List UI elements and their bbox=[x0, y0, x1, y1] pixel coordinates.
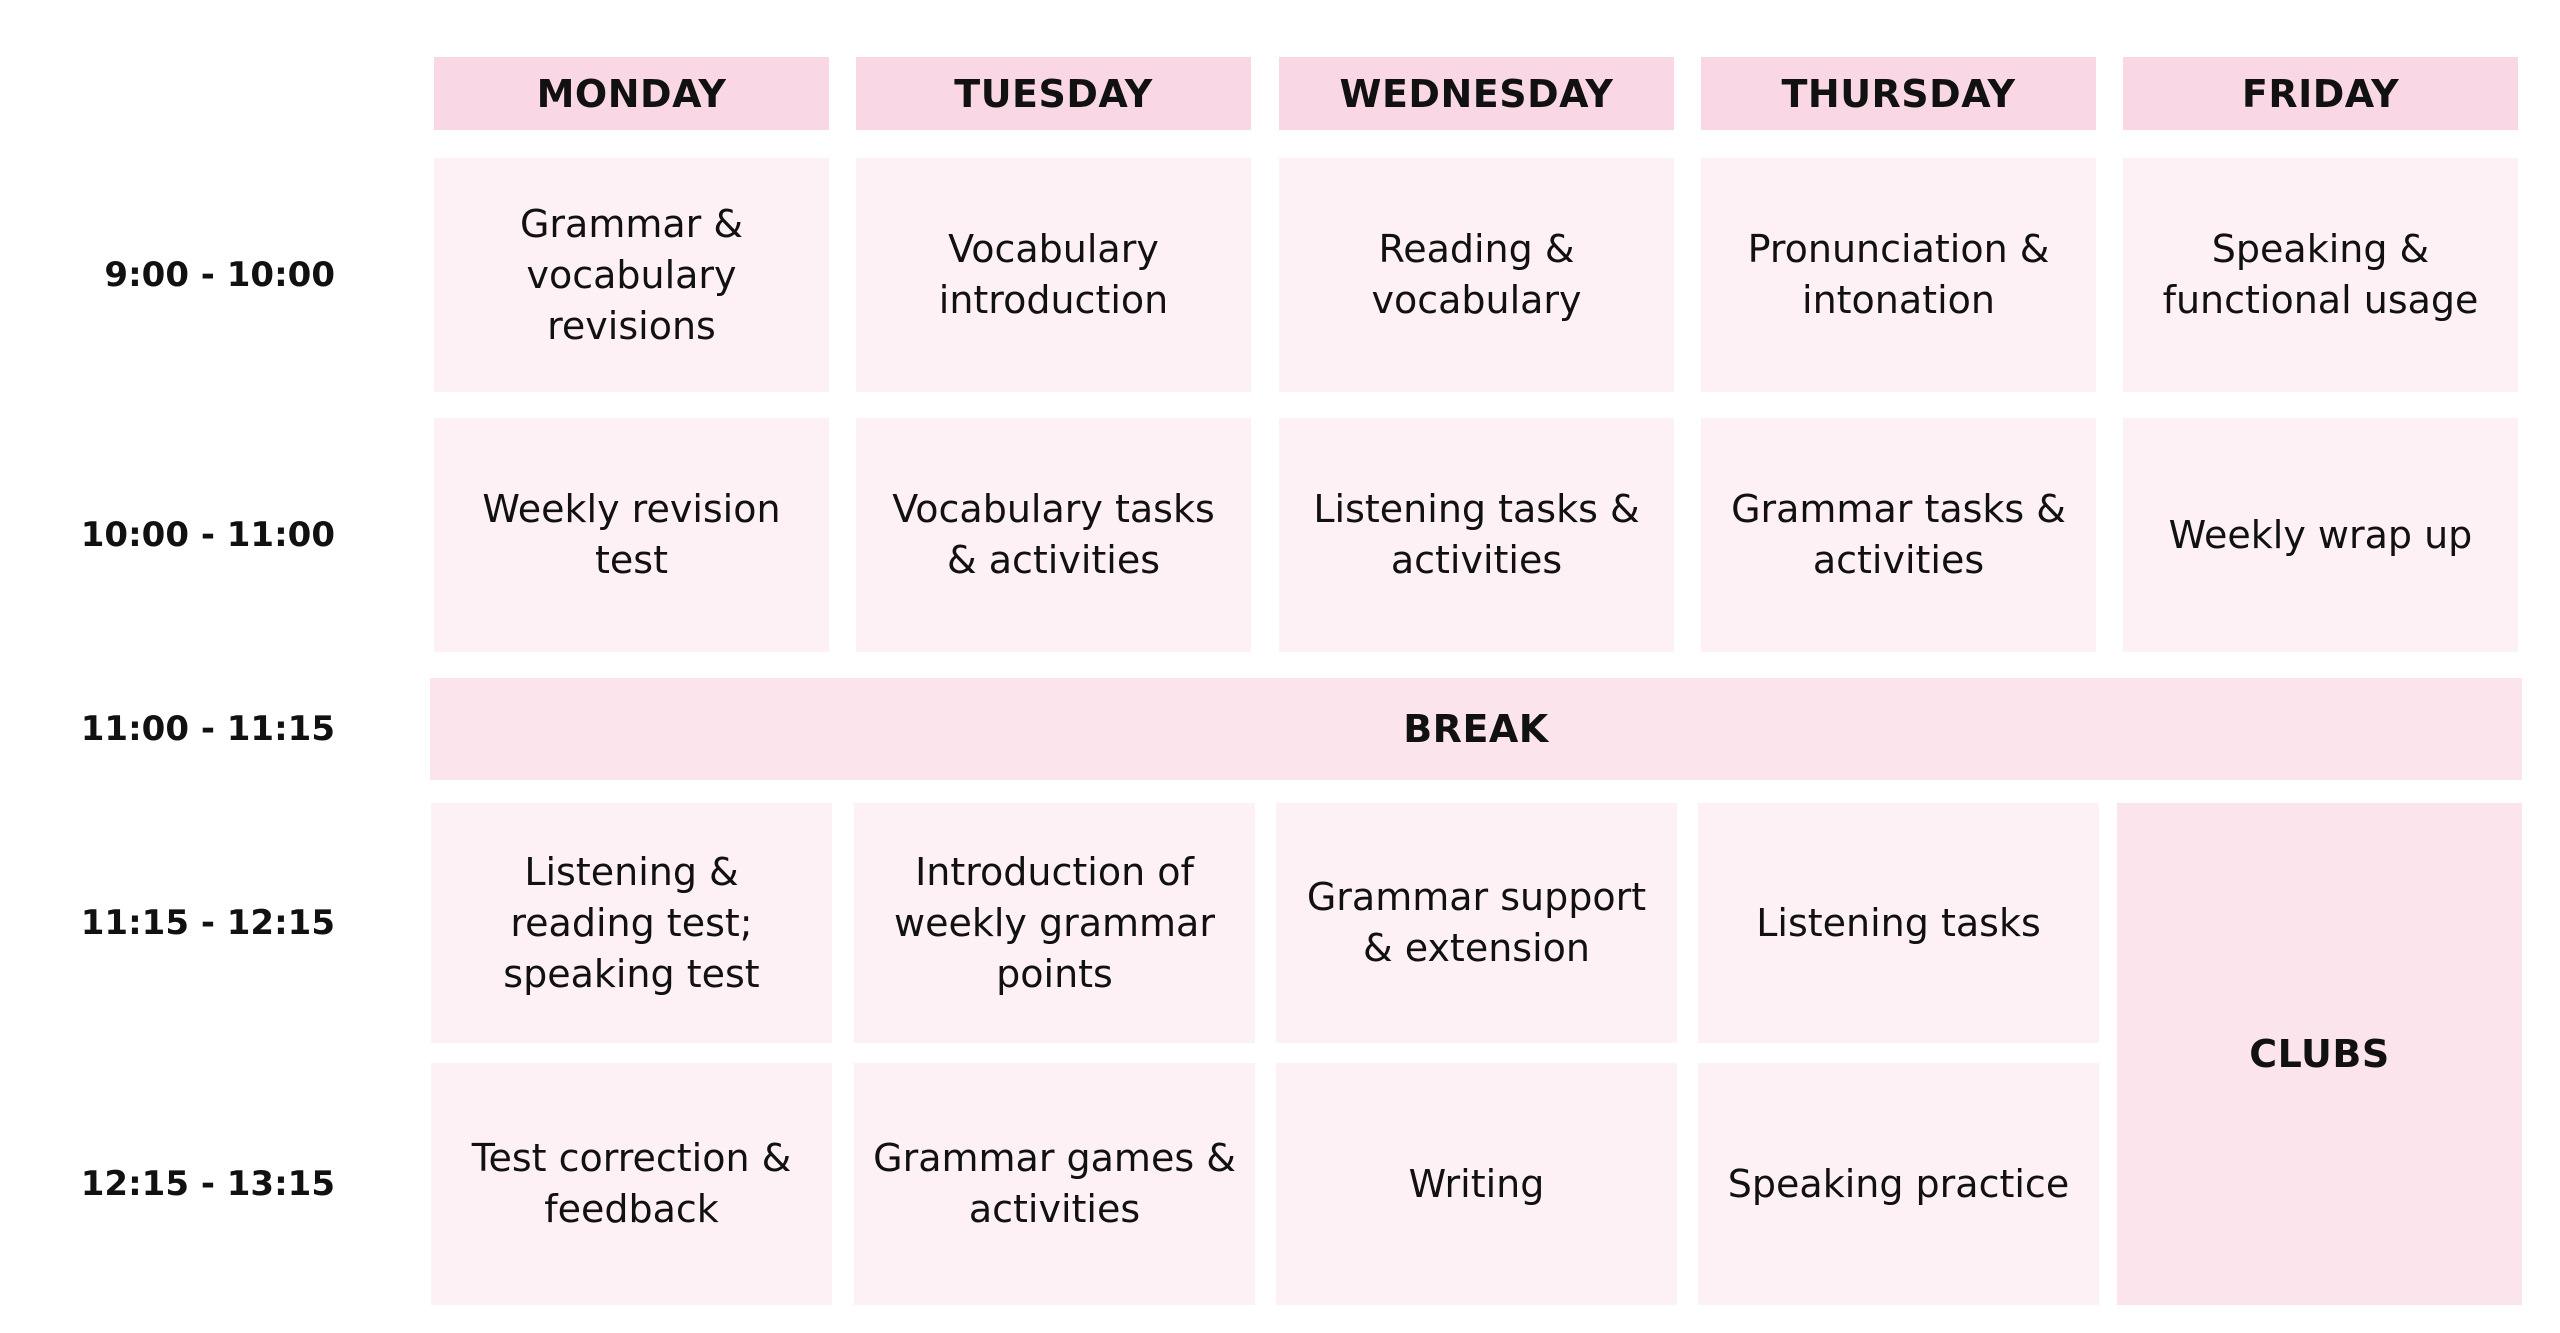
lesson-cell-tuesday-slot5: Grammar games & activities bbox=[854, 1063, 1255, 1305]
clubs-cell-friday: CLUBS bbox=[2117, 803, 2522, 1305]
lesson-cell-monday-slot1: Grammar & vocabulary revisions bbox=[434, 158, 829, 392]
lesson-cell-monday-slot2: Weekly revision test bbox=[434, 418, 829, 652]
time-label-slot5: 12:15 - 13:15 bbox=[80, 1164, 335, 1204]
time-label-slot4: 11:15 - 12:15 bbox=[80, 903, 335, 943]
lesson-cell-wednesday-slot4: Grammar support & extension bbox=[1276, 803, 1677, 1043]
lesson-cell-tuesday-slot2: Vocabulary tasks & activities bbox=[856, 418, 1251, 652]
lesson-cell-thursday-slot2: Grammar tasks & activities bbox=[1701, 418, 2096, 652]
lesson-cell-friday-slot2: Weekly wrap up bbox=[2123, 418, 2518, 652]
lesson-cell-thursday-slot4: Listening tasks bbox=[1698, 803, 2099, 1043]
time-label-break: 11:00 - 11:15 bbox=[80, 709, 335, 749]
lesson-cell-monday-slot4: Listening & reading test; speaking test bbox=[431, 803, 832, 1043]
day-header-tuesday: TUESDAY bbox=[856, 57, 1251, 130]
lesson-cell-thursday-slot5: Speaking practice bbox=[1698, 1063, 2099, 1305]
lesson-cell-thursday-slot1: Pronunciation & intonation bbox=[1701, 158, 2096, 392]
break-bar: BREAK bbox=[430, 678, 2522, 780]
day-header-monday: MONDAY bbox=[434, 57, 829, 130]
time-label-slot2: 10:00 - 11:00 bbox=[80, 515, 335, 555]
lesson-cell-friday-slot1: Speaking & functional usage bbox=[2123, 158, 2518, 392]
day-header-friday: FRIDAY bbox=[2123, 57, 2518, 130]
lesson-cell-wednesday-slot2: Listening tasks & activities bbox=[1279, 418, 1674, 652]
lesson-cell-monday-slot5: Test correction & feedback bbox=[431, 1063, 832, 1305]
time-label-slot1: 9:00 - 10:00 bbox=[104, 255, 335, 295]
lesson-cell-wednesday-slot1: Reading & vocabulary bbox=[1279, 158, 1674, 392]
lesson-cell-wednesday-slot5: Writing bbox=[1276, 1063, 1677, 1305]
lesson-cell-tuesday-slot1: Vocabulary introduction bbox=[856, 158, 1251, 392]
day-header-wednesday: WEDNESDAY bbox=[1279, 57, 1674, 130]
lesson-cell-tuesday-slot4: Introduction of weekly grammar points bbox=[854, 803, 1255, 1043]
day-header-thursday: THURSDAY bbox=[1701, 57, 2096, 130]
